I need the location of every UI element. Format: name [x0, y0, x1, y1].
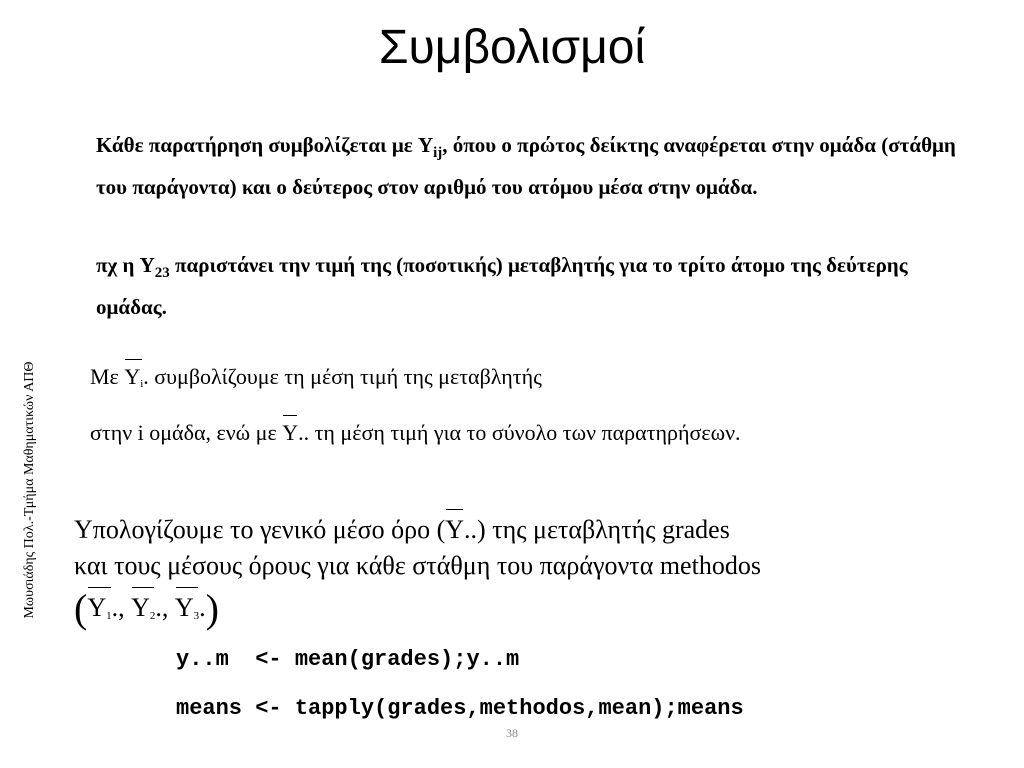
mean-2-letter: Y [131, 593, 150, 622]
compute-line-1 [74, 512, 730, 548]
group-mean-symbol [124, 362, 143, 399]
compute-line-2: και τους μέσους όρους για κάθε στάθμη του παράγοντα methodos [74, 551, 761, 580]
mean-2-subscript: 2 [149, 610, 156, 622]
mean-3-letter: Y [174, 593, 194, 622]
slide-title: Συμβολισμοί [378, 21, 646, 74]
grand-mean-symbol-large: Y [445, 512, 464, 548]
paragraph2-text-b: παριστάνει την τιμή της (ποσοτικής) μεταβλητής για το τρίτο άτομο της δεύτερης ομάδας. [96, 253, 908, 319]
mean-symbol-2 [131, 590, 155, 634]
paragraph-example [96, 248, 976, 324]
group-mean-symbol-letter: Y [124, 364, 141, 389]
mean-symbol-3 [175, 590, 199, 634]
notation-line2-prefix: στην i ομάδα, ενώ με [90, 420, 283, 445]
mean-1-suffix: ., [111, 593, 132, 622]
mean-3-suffix: . [199, 593, 206, 622]
notation-line2-rest: .. τη μέση τιμή για το σύνολο των παρατηρήσεων. [298, 420, 741, 445]
page-number: 38 [506, 726, 518, 740]
close-parenthesis: ) [205, 586, 219, 631]
compute-line1-rest: ..) της μεταβλητής grades [464, 515, 730, 544]
mean-symbol-1 [87, 590, 111, 634]
paragraph1-text-a: Κάθε παρατήρηση συμβολίζεται με Y [96, 133, 434, 157]
paragraph-observation-notation [96, 128, 976, 204]
paragraph2-subscript: 23 [154, 265, 170, 281]
open-parenthesis: ( [74, 586, 88, 631]
grand-mean-symbol: Y [282, 418, 298, 448]
paragraph2-text-a: πχ η Y [96, 253, 155, 277]
notation-line-2 [90, 418, 741, 448]
paragraph1-subscript: ij [433, 145, 443, 161]
compute-line1-prefix: Υπολογίζουμε το γενικό μέσο όρο ( [74, 515, 446, 544]
group-mean-subscript: i [140, 378, 144, 390]
side-author-note: Μωυσιάδης Πολ.-Τμήμα Μαθηματικών ΑΠΘ [22, 361, 37, 619]
group-means-expression [74, 586, 219, 634]
code-line-1: y..m <- mean(grades);y..m [176, 647, 520, 672]
mean-1-letter: Y [87, 593, 107, 622]
mean-3-subscript: 3 [193, 610, 200, 622]
mean-2-suffix: ., [155, 593, 175, 622]
code-line-2: means <- tapply(grades,methodos,mean);means [176, 696, 744, 721]
notation-line1-prefix: Με [90, 364, 125, 389]
paragraph1-text-b: , όπου ο πρώτος δείκτης αναφέρεται στην ομάδα (στάθμη του παράγοντα) και ο δεύτερος στον αριθμό του ατόμου μέσα στην ομάδα. [96, 133, 956, 199]
notation-line-1 [90, 362, 542, 399]
mean-1-subscript: 1 [106, 610, 112, 622]
notation-line1-rest: . συμβολίζουμε τη μέση τιμή της μεταβλητής [143, 364, 542, 389]
